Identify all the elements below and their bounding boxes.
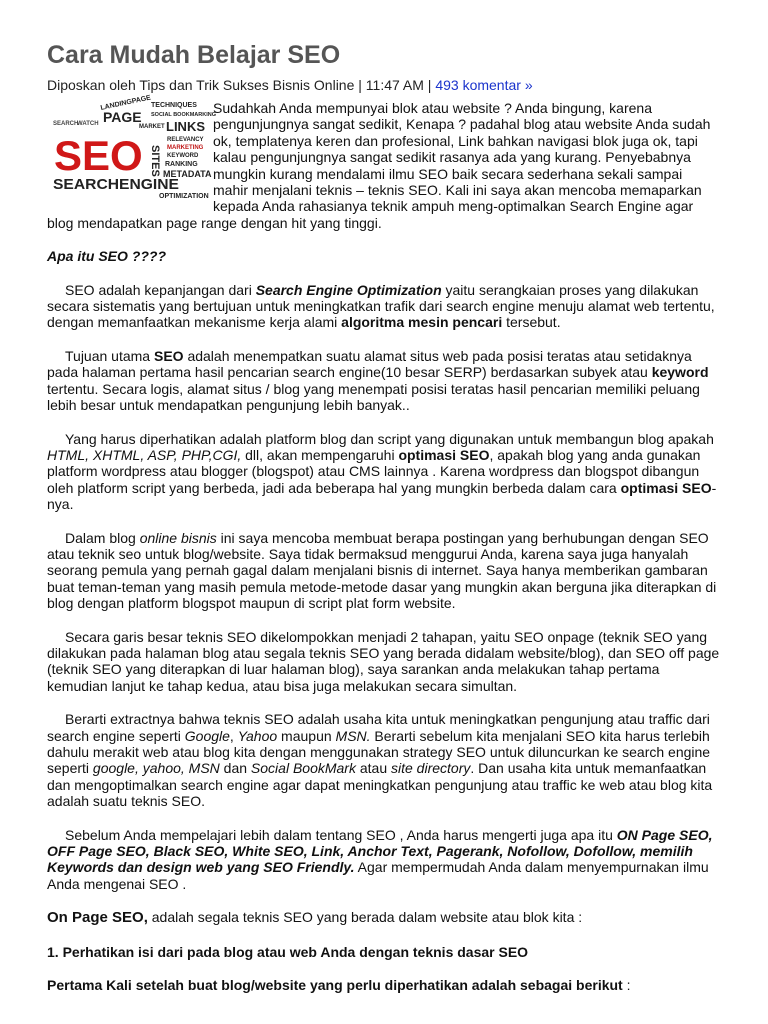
img-word-watch: WATCH xyxy=(77,121,99,127)
seo-illustration-image xyxy=(51,94,216,200)
heading-apa-itu-seo: Apa itu SEO ???? xyxy=(47,248,166,265)
byline xyxy=(47,76,721,94)
paragraph-platform: Yang harus diperhatikan adalah platform blog dan script yang digunakan untuk membangun blog apakah HTML, XHTML, ASP, PHP,CGI, dll, akan mempengaruhi optimasi SEO, apakah blog yang anda gunakan platform wordpress atau blogger (blogspot) atau CMS lainnya . Karena wordpress dan blogspot dibangun oleh platform script yang berbeda, jadi ada beberapa hal yang mungkin berbeda dalam cara optimasi SEO-nya. xyxy=(47,430,717,513)
img-word-searchengine: SEARCHENGINE xyxy=(53,176,179,193)
img-word-marketing: MARKETING xyxy=(167,145,204,151)
heading-step-1: 1. Perhatikan isi dari pada blog atau web Anda dengan teknis dasar SEO xyxy=(47,943,529,960)
img-word-seo: SEO xyxy=(54,132,143,179)
img-word-social: SOCIAL BOOKMARKING xyxy=(151,112,216,118)
paragraph-tujuan: Tujuan utama SEO adalah menempatkan suatu alamat situs web pada posisi teratas atau setidaknya pada halaman pertama hasil pencarian search engine(10 besar SERP) berdasarkan subyek atau keyword tertentu. Secara logis, alamat situs / blog yang menempati posisi teratas hasil pencarian memiliki peluang lebih besar untuk mendapatkan pengunjung lebih banyak.. xyxy=(47,347,709,414)
img-word-landingpage: LANDINGPAGE xyxy=(99,94,152,112)
img-word-market: MARKET xyxy=(139,124,165,130)
paragraph-on-page-seo: On Page SEO, adalah segala teknis SEO yang berada dalam website atau blok kita : xyxy=(47,909,583,927)
img-word-links: LINKS xyxy=(166,119,205,134)
paragraph-sebelum: Sebelum Anda mempelajari lebih dalam tentang SEO , Anda harus mengerti juga apa itu ON Page SEO, OFF Page SEO, Black SEO, White SEO, Link, Anchor Text, Pagerank, Nofollow, Dofollow, memilih Keywords dan design web yang SEO Friendly. Agar mempermudah Anda dalam menyempurnakan ilmu Anda mengenai SEO . xyxy=(47,826,713,892)
comments-link[interactable]: 493 komentar » xyxy=(435,77,533,93)
paragraph-pertama-kali: Pertama Kali setelah buat blog/website yang perlu diperhatikan adalah sebagai berikut : xyxy=(47,977,631,994)
img-word-metadata: METADATA xyxy=(163,169,212,179)
paragraph-online-bisnis: Dalam blog online bisnis ini saya mencoba membuat berapa postingan yang berhubungan dengan SEO atau teknik seo untuk blog/website. Saya tidak bermaksud menggurui Anda, karena saya juga hanyalah seorang pemula yang pernah gagal dalam menjalani bisnis di internet. Saya hanya memberikan gambaran buat teman-teman yang masih pemula metode-metode dasar yang mungkin akan berguna jika diterapkan di blog dengan platform blogspot maupun di script plat form website. xyxy=(47,529,717,612)
intro-section xyxy=(47,94,721,231)
img-word-relevancy: RELEVANCY xyxy=(167,137,204,143)
img-word-ranking: RANKING xyxy=(165,161,198,168)
img-word-optimization: OPTIMIZATION xyxy=(159,193,209,200)
article xyxy=(47,40,721,993)
img-word-keyword: KEYWORD xyxy=(167,153,199,159)
paragraph-garis-besar: Secara garis besar teknis SEO dikelompokkan menjadi 2 tahapan, yaitu SEO onpage (teknik SEO yang dilakukan pada halaman blog atau segala teknis SEO yang berada didalam website/blog), dan SEO off page (teknik SEO yang diterapkan di luar halaman blog), saya sarankan anda melakukan tahap pertama kemudian lanjut ke tahap kedua, atau bisa juga melakukan secara simultan. xyxy=(47,628,720,694)
img-word-search: SEARCH xyxy=(53,121,79,127)
img-word-sites: SITES xyxy=(149,145,161,177)
img-word-techniques: TECHNIQUES xyxy=(151,102,197,109)
paragraph-berarti: Berarti extractnya bahwa teknis SEO adalah usaha kita untuk meningkatkan pengunjung atau traffic dari search engine seperti Google, Yahoo maupun MSN. Berarti sebelum kita menjalani SEO kita harus terlebih dahulu merakit web atau blog kita dengan menggunakan strategy SEO untuk diluncurkan ke search engine seperti google, yahoo, MSN dan Social BookMark atau site directory. Dan usaha kita untuk memanfaatkan dan mengoptimalkan search engine agar dapat meningkatkan pengunjung atau traffic ke web atau blog kita adalah suatu teknis SEO. xyxy=(47,711,713,810)
byline-text: Diposkan oleh Tips dan Trik Sukses Bisnis Online | 11:47 AM | xyxy=(47,77,432,93)
paragraph-seo-definition: SEO adalah kepanjangan dari Search Engine Optimization yaitu serangkaian proses yang dilakukan secara sistematis yang bertujuan untuk meningkatkan trafik dari search engine menuju alamat web tertentu, dengan memanfaatkan mekanisme kerja alami algoritma mesin pencari tersebut. xyxy=(47,281,715,331)
intro-paragraph: Sudahkah Anda mempunyai blok atau website ? Anda bingung, karena pengunjungnya sangat sedikit, Kenapa ? padahal blog atau website Anda sudah ok, templatenya keren dan profesional, Link bahkan navigasi blok juga ok, tapi kalau pengunjungnya sangat sedikit rasanya ada yang kurang. Penyebabnya mungkin kurang mendalami ilmu SEO baik secara sederhana sekali sampai mahir menjalani teknis – teknis SEO. Kali ini saya akan mencoba memaparkan kepada Anda rahasianya teknik ampuh meng-optimalkan Search Engine agar blog mendapatkan page range dengan hit yang tinggi. xyxy=(47,100,711,231)
img-word-page: PAGE xyxy=(103,109,142,125)
page-title: Cara Mudah Belajar SEO xyxy=(47,41,341,69)
